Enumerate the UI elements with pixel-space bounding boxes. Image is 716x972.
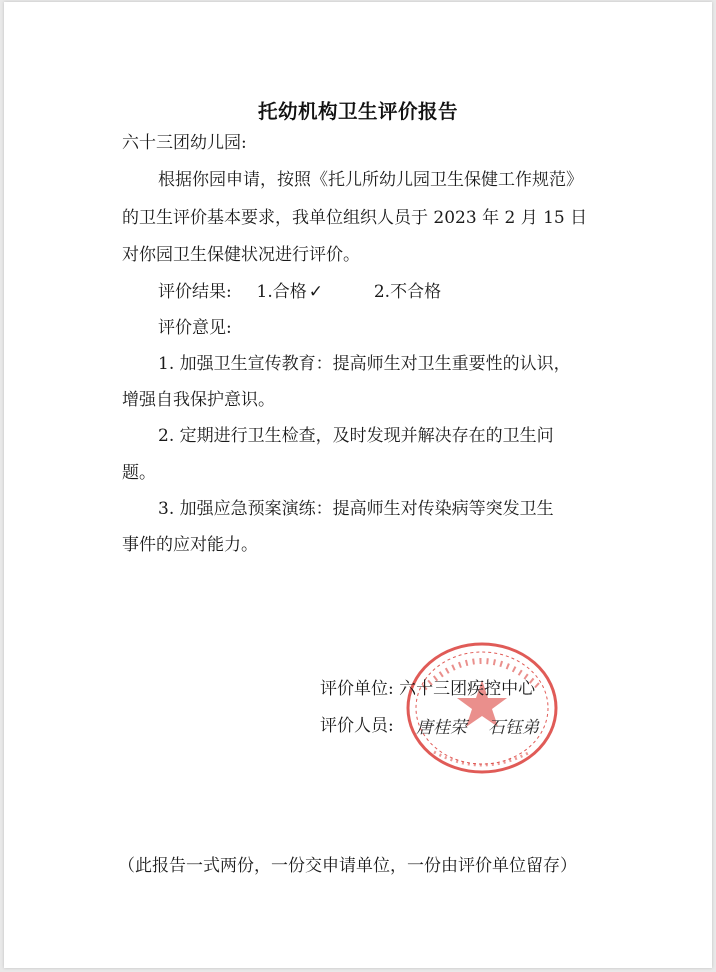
opinion-1-line-2: 增强自我保护意识。 bbox=[122, 390, 275, 410]
body-line-1: 根据你园申请，按照《托儿所幼儿园卫生保健工作规范》 bbox=[158, 170, 583, 190]
body-line-2: 的卫生评价基本要求，我单位组织人员于 2023 年 2 月 15 日 bbox=[122, 208, 588, 228]
unit-name: 六十三团疾控中心 bbox=[399, 679, 536, 699]
result-line bbox=[158, 281, 441, 303]
body-line-3: 对你园卫生保健状况进行评价。 bbox=[122, 245, 360, 265]
result-label: 评价结果: bbox=[158, 282, 232, 302]
opinion-3-line-1: 3. 加强应急预案演练：提高师生对传染病等突发卫生 bbox=[158, 499, 554, 519]
official-seal-icon bbox=[404, 640, 560, 776]
opinion-label: 评价意见: bbox=[158, 318, 232, 338]
evaluator-signature-1: 唐桂荣 bbox=[416, 718, 467, 738]
unit-label: 评价单位: bbox=[320, 679, 394, 699]
document-page bbox=[4, 2, 712, 968]
result-option-fail: 2.不合格 bbox=[373, 282, 442, 302]
opinion-1-line-1: 1. 加强卫生宣传教育：提高师生对卫生重要性的认识， bbox=[158, 354, 571, 374]
result-option-pass: 1.合格 bbox=[256, 282, 307, 302]
opinion-2-line-1: 2. 定期进行卫生检查，及时发现并解决存在的卫生问 bbox=[158, 426, 554, 446]
checkmark-icon: ✓ bbox=[308, 282, 324, 302]
salutation: 六十三团幼儿园: bbox=[122, 133, 247, 153]
opinion-3-line-2: 事件的应对能力。 bbox=[122, 535, 258, 555]
evaluator-label: 评价人员: bbox=[320, 716, 394, 736]
unit-line bbox=[320, 678, 535, 700]
opinion-2-line-2: 题。 bbox=[122, 463, 156, 483]
page-title: 托幼机构卫生评价报告 bbox=[257, 100, 458, 123]
evaluator-signature-2: 石钰弟 bbox=[488, 718, 539, 738]
footer-note: （此报告一式两份，一份交申请单位，一份由评价单位留存） bbox=[118, 856, 577, 876]
